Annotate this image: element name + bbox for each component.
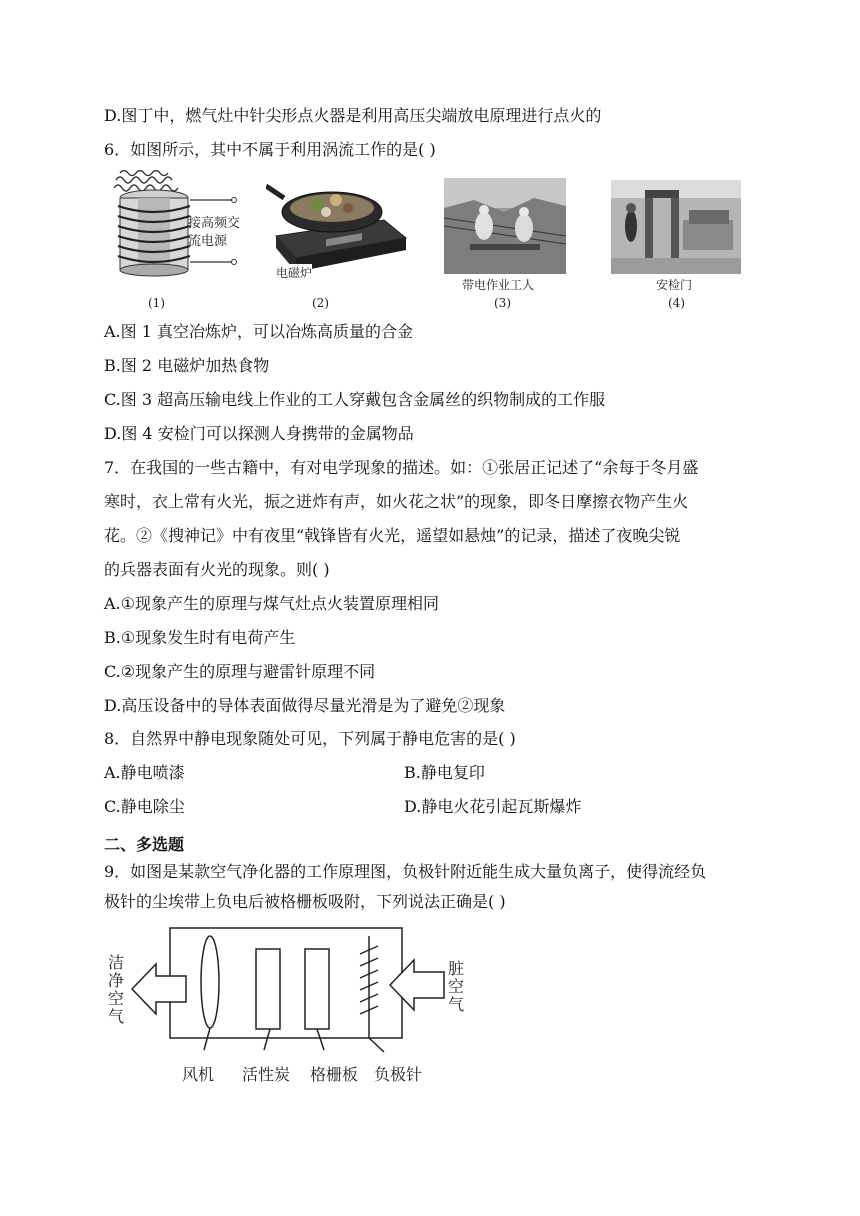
q6-option-c: C.图 3 超高压输电线上作业的工人穿戴包含金属丝的织物制成的工作服: [104, 390, 606, 409]
section-multiple-choice-heading: 二、多选题: [104, 835, 185, 854]
q9-stem-line1: 9．如图是某款空气净化器的工作原理图，负极针附近能生成大量负离子，使得流经负: [104, 862, 707, 881]
clean-air-label: 洁净空气: [108, 953, 125, 1026]
negative-needle-label: 负极针: [374, 1065, 423, 1084]
q7-stem-line4: 的兵器表面有火光的现象。则( ): [104, 560, 330, 579]
q8-option-d: D.静电火花引起瓦斯爆炸: [404, 797, 582, 816]
q7-stem-line2: 寒时，衣上常有火光，振之迸炸有声，如火花之状”的现象，即冬日摩擦衣物产生火: [104, 492, 689, 511]
q8-option-b: B.静电复印: [404, 763, 485, 782]
cooker-label: 电磁炉: [276, 266, 313, 280]
q6-stem: 6．如图所示，其中不属于利用涡流工作的是( ): [104, 140, 436, 159]
fig6-coil: [104, 170, 254, 285]
q8-option-c: C.静电除尘: [104, 797, 185, 816]
q6-option-b: B.图 2 电磁炉加热食物: [104, 356, 270, 375]
gate-label: 安检门: [656, 278, 693, 292]
grid-plate-label: 格栅板: [310, 1065, 359, 1084]
q6-option-d: D.图 4 安检门可以探测人身携带的金属物品: [104, 424, 414, 443]
q5-option-d: D.图丁中，燃气灶中针尖形点火器是利用高压尖端放电原理进行点火的: [104, 106, 602, 125]
q7-option-a: A.①现象产生的原理与煤气灶点火装置原理相同: [104, 594, 439, 613]
fig6-workers-photo: [444, 178, 566, 274]
activated-carbon-label: 活性炭: [242, 1065, 291, 1084]
fig9-air-purifier-diagram: [104, 924, 474, 1094]
q7-stem-line1: 7．在我国的一些古籍中，有对电学现象的描述。如：①张居正记述了“余每于冬月盛: [104, 458, 699, 477]
q9-stem-line2: 极针的尘埃带上负电后被格栅板吸附，下列说法正确是( ): [104, 892, 506, 911]
q8-option-a: A.静电喷漆: [104, 763, 185, 782]
security-gate-photo: [611, 180, 741, 274]
fig6-security-gate-photo: [611, 180, 741, 274]
workers-photo: [444, 178, 566, 274]
fan-label: 风机: [182, 1065, 215, 1084]
fig6-number-3: (3): [494, 296, 511, 310]
fig6-induction-cooker: [266, 172, 412, 284]
q7-stem-line3: 花。②《搜神记》中有夜里“戟锋皆有火光，遥望如悬烛”的记录，描述了夜晚尖锐: [104, 526, 681, 545]
fig6-number-4: (4): [668, 296, 685, 310]
fig6-number-1: (1): [148, 296, 165, 310]
q7-option-b: B.①现象发生时有电荷产生: [104, 628, 296, 647]
coil-label-line2: 流电源: [188, 234, 228, 249]
dirty-air-label: 脏空气: [448, 959, 465, 1014]
coil-label-line1: 接高频交: [188, 216, 241, 231]
q7-option-c: C.②现象产生的原理与避雷针原理不同: [104, 662, 376, 681]
workers-label: 带电作业工人: [462, 278, 535, 292]
fig6-number-2: (2): [312, 296, 329, 310]
q8-stem: 8．自然界中静电现象随处可见，下列属于静电危害的是( ): [104, 729, 516, 748]
q7-option-d: D.高压设备中的导体表面做得尽量光滑是为了避免②现象: [104, 696, 506, 715]
q6-option-a: A.图 1 真空冶炼炉，可以冶炼高质量的合金: [104, 322, 413, 341]
